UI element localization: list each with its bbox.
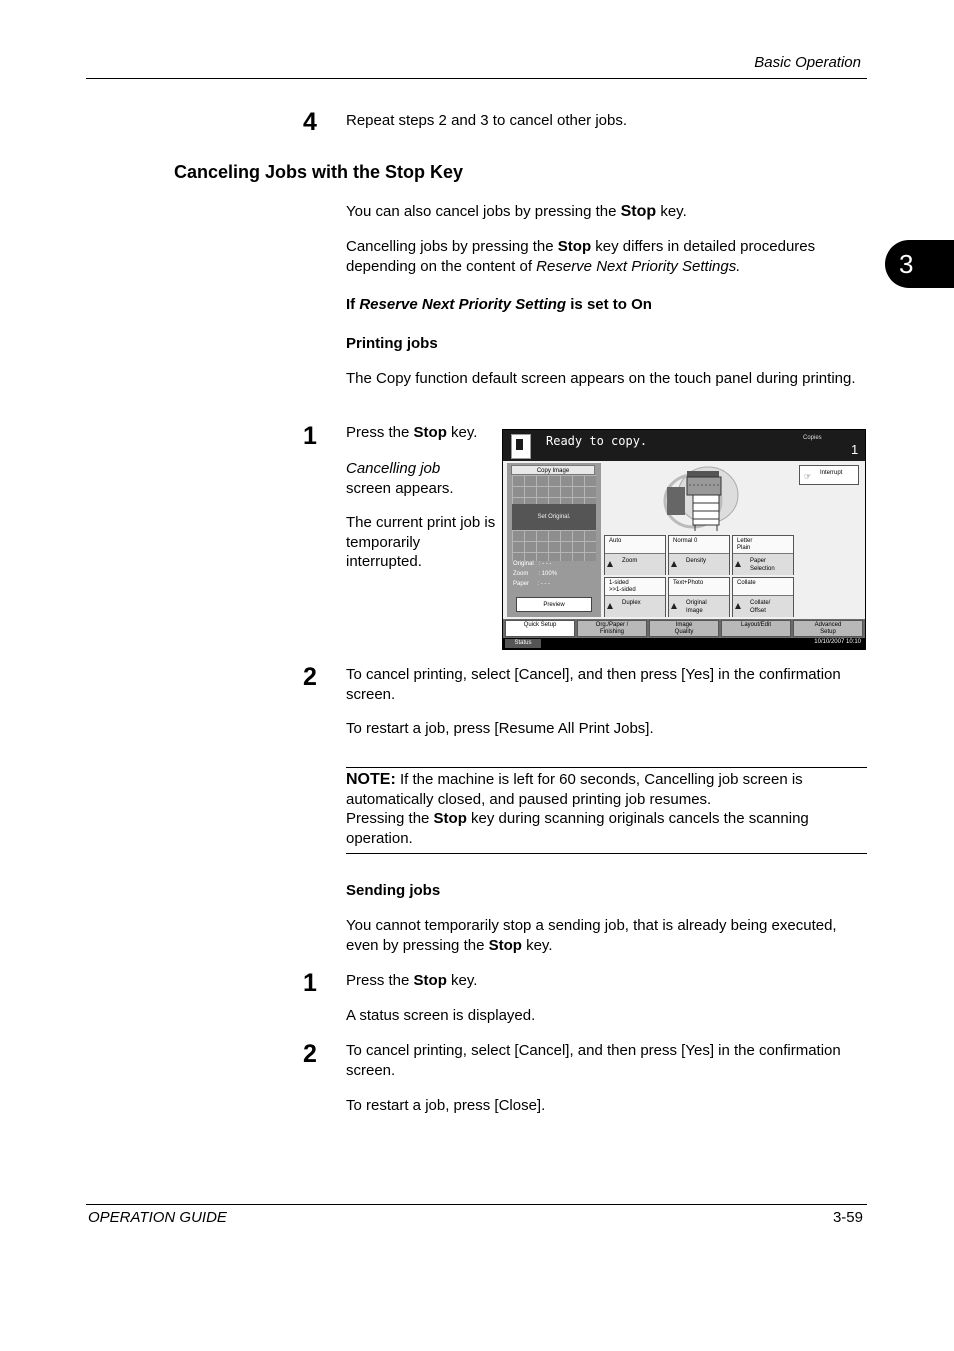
original-info: Original : - - - <box>513 561 552 567</box>
paper-selection-button[interactable]: Letter Plain Paper Selection <box>732 535 794 575</box>
density-button[interactable]: Normal 0 Density <box>668 535 730 575</box>
collate-offset-button[interactable]: Collate Collate/ Offset <box>732 577 794 617</box>
copy-mode-icon <box>511 434 531 459</box>
step-number: 2 <box>303 1040 317 1068</box>
page-number: 3-59 <box>832 1209 863 1226</box>
copies-label: Copies <box>803 435 822 441</box>
preview-button[interactable]: Preview <box>516 597 592 612</box>
sending-jobs-desc: You cannot temporarily stop a sending job, that is already being executed, even by pressing the Stop key. <box>346 917 837 954</box>
step-text: To cancel printing, select [Cancel], and then press [Yes] in the confirmation screen. <box>346 1042 841 1079</box>
intro-paragraph-2: Cancelling jobs by pressing the Stop key differs in detailed procedures depending on the content of Reserve Next Priority Settings. <box>346 238 816 275</box>
step-number: 4 <box>303 108 317 136</box>
step-text: Press the Stop key. <box>346 972 478 989</box>
zoom-button[interactable]: Auto Zoom <box>604 535 666 575</box>
up-arrow-icon <box>607 561 613 567</box>
zoom-info: Zoom : 100% <box>513 571 558 577</box>
step-text: To cancel printing, select [Cancel], and then press [Yes] in the confirmation screen. <box>346 666 841 703</box>
date-time: 10/10/2007 10:10 <box>814 639 861 645</box>
step-text: Repeat steps 2 and 3 to cancel other jobs. <box>346 112 628 129</box>
touch-panel-screenshot <box>502 429 866 650</box>
up-arrow-icon <box>671 603 677 609</box>
step-number: 1 <box>303 969 317 997</box>
step-number: 2 <box>303 663 317 691</box>
footer-rule <box>86 1204 867 1205</box>
step-text: Press the Stop key. <box>346 424 478 441</box>
step-detail: To restart a job, press [Close]. <box>346 1097 546 1114</box>
panel-status-bar <box>503 430 865 461</box>
step-number: 1 <box>303 422 317 450</box>
footer-guide-title: OPERATION GUIDE <box>88 1209 227 1226</box>
step-detail: Cancelling job screen appears. <box>346 460 454 497</box>
tab-quick-setup[interactable]: Quick Setup <box>505 620 575 637</box>
section-heading: Canceling Jobs with the Stop Key <box>174 162 464 182</box>
up-arrow-icon <box>607 603 613 609</box>
panel-tab-bar <box>503 619 865 638</box>
panel-bottom-status <box>503 638 865 649</box>
tab-org-paper-finishing[interactable]: Org./Paper / Finishing <box>577 620 647 637</box>
note-text: NOTE: If the machine is left for 60 seconds, Cancelling job screen is automatically closed, and paused printing job resumes. Pressing the Stop key during scanning originals cancels the scanning operation. <box>346 771 809 847</box>
status-button[interactable]: Status <box>505 639 541 648</box>
header-rule <box>86 78 867 79</box>
tab-layout-edit[interactable]: Layout/Edit <box>721 620 791 637</box>
duplex-button[interactable]: 1-sided >>1-sided Duplex <box>604 577 666 617</box>
up-arrow-icon <box>735 561 741 567</box>
copier-machine-icon <box>653 465 743 533</box>
tab-image-quality[interactable]: Image Quality <box>649 620 719 637</box>
printing-jobs-desc: The Copy function default screen appears on the touch panel during printing. <box>346 370 856 387</box>
copy-image-label: Copy Image <box>511 465 595 475</box>
sending-jobs-title: Sending jobs <box>346 882 441 899</box>
up-arrow-icon <box>671 561 677 567</box>
step-detail: A status screen is displayed. <box>346 1007 536 1024</box>
step-detail: To restart a job, press [Resume All Print Jobs]. <box>346 720 654 737</box>
interrupt-icon: ☞ <box>804 472 812 481</box>
chapter-tab: 3 <box>885 240 954 288</box>
step-detail: The current print job is temporarily interrupted. <box>346 514 496 570</box>
ready-message: Ready to copy. <box>546 434 648 448</box>
original-image-button[interactable]: Text+Photo Original Image <box>668 577 730 617</box>
interrupt-button[interactable]: ☞ Interrupt <box>799 465 859 485</box>
copy-image-area <box>507 463 601 617</box>
set-original-message: Set Original. <box>512 504 596 530</box>
intro-paragraph-1: You can also cancel jobs by pressing the Stop key. <box>346 203 687 220</box>
tab-advanced-setup[interactable]: Advanced Setup <box>793 620 863 637</box>
condition-subheading: If Reserve Next Priority Setting is set to On <box>346 296 652 313</box>
paper-info: Paper : - - - <box>513 581 551 587</box>
running-header: Basic Operation <box>754 54 861 71</box>
panel-main <box>503 461 865 619</box>
up-arrow-icon <box>735 603 741 609</box>
copies-value: 1 <box>851 442 859 457</box>
printing-jobs-title: Printing jobs <box>346 335 438 352</box>
